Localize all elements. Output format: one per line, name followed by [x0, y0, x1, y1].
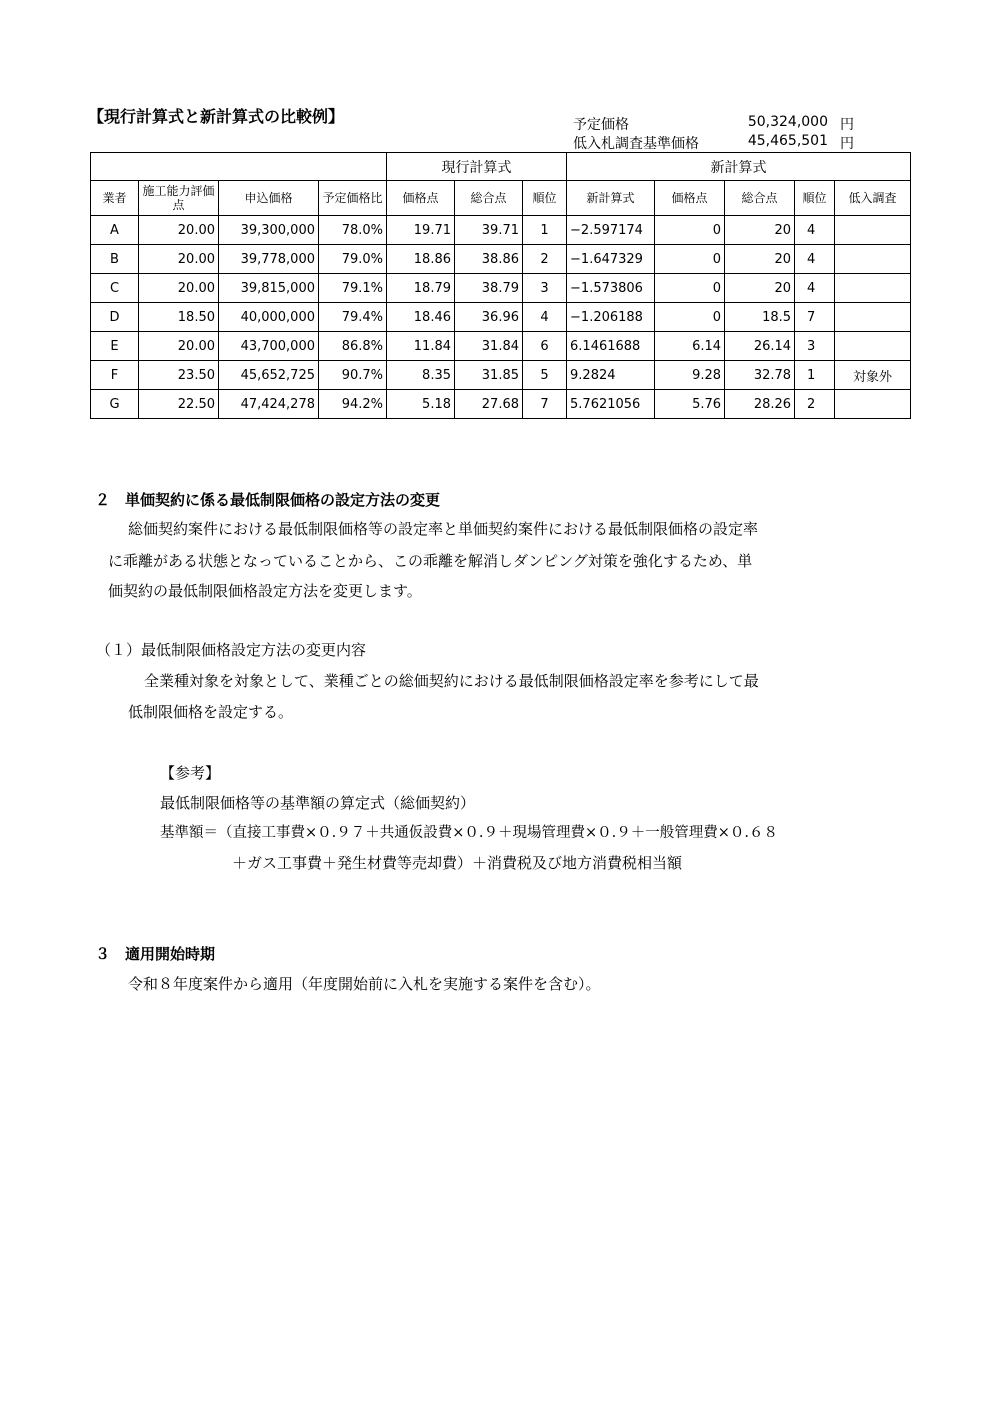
cell-vendor: D: [91, 303, 139, 332]
col-header-current-rank: 順位: [523, 181, 567, 216]
cell-low-bid-check: [835, 332, 911, 361]
cell-current-price-points: 19.71: [387, 216, 455, 245]
cell-vendor: F: [91, 361, 139, 390]
cell-new-formula-value: −1.647329: [567, 245, 655, 274]
col-header-current-total: 総合点: [455, 181, 523, 216]
cell-current-price-points: 18.86: [387, 245, 455, 274]
cell-new-formula-value: −1.206188: [567, 303, 655, 332]
cell-new-rank: 3: [795, 332, 835, 361]
cell-current-total: 31.84: [455, 332, 523, 361]
table-row: [91, 390, 911, 419]
subsection1-line-2: 低制限価格を設定する。: [128, 703, 294, 721]
cell-bid-price: 43,700,000: [219, 332, 319, 361]
section3-text: 令和８年度案件から適用（年度開始前に入札を実施する案件を含む）。: [128, 975, 601, 993]
cell-price-ratio: 79.4%: [319, 303, 387, 332]
cell-current-rank: 2: [523, 245, 567, 274]
cell-new-rank: 1: [795, 361, 835, 390]
cell-bid-price: 47,424,278: [219, 390, 319, 419]
table-row: [91, 245, 911, 274]
comparison-table: [90, 152, 911, 419]
cell-capability-score: 20.00: [139, 274, 219, 303]
new-formula-header: 新計算式: [567, 153, 911, 181]
cell-current-rank: 1: [523, 216, 567, 245]
cell-bid-price: 45,652,725: [219, 361, 319, 390]
col-header-price-ratio: 予定価格比: [319, 181, 387, 216]
low-bid-price-value: 45,465,501: [747, 133, 828, 149]
cell-price-ratio: 94.2%: [319, 390, 387, 419]
reference-title: 最低制限価格等の基準額の算定式（総価契約）: [160, 794, 476, 812]
cell-new-total: 28.26: [725, 390, 795, 419]
col-header-new-rank: 順位: [795, 181, 835, 216]
cell-new-total: 20: [725, 274, 795, 303]
section2-line-2: に乖離がある状態となっていることから、この乖離を解消しダンピング対策を強化するため、単: [108, 552, 753, 570]
cell-current-price-points: 5.18: [387, 390, 455, 419]
cell-vendor: G: [91, 390, 139, 419]
cell-new-price-points: 9.28: [655, 361, 725, 390]
cell-price-ratio: 90.7%: [319, 361, 387, 390]
cell-new-rank: 4: [795, 216, 835, 245]
cell-vendor: A: [91, 216, 139, 245]
col-header-new-total: 総合点: [725, 181, 795, 216]
table-row: [91, 216, 911, 245]
reference-formula-line-2: ＋ガス工事費＋発生材費等売却費）＋消費税及び地方消費税相当額: [232, 854, 683, 872]
cell-capability-score: 20.00: [139, 216, 219, 245]
cell-current-total: 31.85: [455, 361, 523, 390]
cell-new-rank: 4: [795, 245, 835, 274]
section2-line-3: 価契約の最低制限価格設定方法を変更します。: [108, 582, 422, 600]
cell-bid-price: 39,778,000: [219, 245, 319, 274]
col-header-low-bid-check: 低入調査: [835, 181, 911, 216]
cell-current-price-points: 8.35: [387, 361, 455, 390]
cell-capability-score: 23.50: [139, 361, 219, 390]
cell-current-total: 39.71: [455, 216, 523, 245]
cell-low-bid-check: [835, 390, 911, 419]
cell-current-total: 27.68: [455, 390, 523, 419]
cell-price-ratio: 79.0%: [319, 245, 387, 274]
table-group-header-row: [91, 153, 911, 181]
cell-new-price-points: 6.14: [655, 332, 725, 361]
cell-new-rank: 4: [795, 274, 835, 303]
col-header-current-price-points: 価格点: [387, 181, 455, 216]
current-formula-header: 現行計算式: [387, 153, 567, 181]
low-bid-price-unit: 円: [840, 136, 854, 152]
table-group-header-blank: [91, 153, 387, 181]
cell-low-bid-check: [835, 245, 911, 274]
cell-new-price-points: 0: [655, 303, 725, 332]
reference-formula-line-1: 基準額＝（直接工事費×０.９７＋共通仮設費×０.９＋現場管理費×０.９＋一般管理費×０.６８: [160, 825, 779, 841]
cell-bid-price: 39,300,000: [219, 216, 319, 245]
cell-new-total: 18.5: [725, 303, 795, 332]
cell-current-total: 36.96: [455, 303, 523, 332]
section2-line-1: 総価契約案件における最低制限価格等の設定率と単価契約案件における最低制限価格の設定率: [128, 520, 759, 538]
planned-price-value: 50,324,000: [747, 114, 828, 130]
col-header-vendor: 業者: [91, 181, 139, 216]
cell-new-price-points: 0: [655, 216, 725, 245]
table-row: [91, 303, 911, 332]
cell-current-total: 38.79: [455, 274, 523, 303]
cell-current-rank: 7: [523, 390, 567, 419]
cell-current-rank: 5: [523, 361, 567, 390]
cell-new-total: 26.14: [725, 332, 795, 361]
table-column-header-row: [91, 181, 911, 216]
section3-heading: ３ 適用開始時期: [95, 945, 216, 963]
cell-price-ratio: 86.8%: [319, 332, 387, 361]
cell-new-rank: 2: [795, 390, 835, 419]
subsection1-line-1: 全業種対象を対象として、業種ごとの総価契約における最低制限価格設定率を参考にして最: [144, 672, 759, 690]
cell-current-rank: 4: [523, 303, 567, 332]
low-bid-price-label: 低入札調査基準価格: [573, 136, 699, 152]
cell-current-rank: 3: [523, 274, 567, 303]
cell-capability-score: 22.50: [139, 390, 219, 419]
cell-bid-price: 39,815,000: [219, 274, 319, 303]
table-row: [91, 332, 911, 361]
table-body: [91, 216, 911, 419]
cell-new-total: 32.78: [725, 361, 795, 390]
cell-new-formula-value: −2.597174: [567, 216, 655, 245]
cell-new-price-points: 0: [655, 245, 725, 274]
cell-new-total: 20: [725, 245, 795, 274]
cell-vendor: B: [91, 245, 139, 274]
cell-price-ratio: 79.1%: [319, 274, 387, 303]
col-header-new-price-points: 価格点: [655, 181, 725, 216]
cell-capability-score: 20.00: [139, 332, 219, 361]
col-header-bid-price: 申込価格: [219, 181, 319, 216]
col-header-new-formula: 新計算式: [567, 181, 655, 216]
table-row: [91, 361, 911, 390]
section2-heading: ２ 単価契約に係る最低制限価格の設定方法の変更: [95, 491, 441, 509]
cell-new-formula-value: 9.2824: [567, 361, 655, 390]
cell-current-rank: 6: [523, 332, 567, 361]
cell-current-total: 38.86: [455, 245, 523, 274]
planned-price-unit: 円: [840, 117, 854, 133]
table-row: [91, 274, 911, 303]
reference-label: 【参考】: [160, 764, 221, 782]
cell-new-formula-value: −1.573806: [567, 274, 655, 303]
comparison-title: 【現行計算式と新計算式の比較例】: [88, 107, 345, 126]
cell-vendor: E: [91, 332, 139, 361]
cell-new-formula-value: 5.7621056: [567, 390, 655, 419]
planned-price-label: 予定価格: [573, 117, 629, 133]
cell-new-rank: 7: [795, 303, 835, 332]
cell-low-bid-check: [835, 216, 911, 245]
cell-new-price-points: 0: [655, 274, 725, 303]
cell-current-price-points: 18.46: [387, 303, 455, 332]
cell-current-price-points: 11.84: [387, 332, 455, 361]
cell-new-price-points: 5.76: [655, 390, 725, 419]
cell-new-total: 20: [725, 216, 795, 245]
cell-low-bid-check: [835, 303, 911, 332]
cell-capability-score: 18.50: [139, 303, 219, 332]
cell-new-formula-value: 6.1461688: [567, 332, 655, 361]
col-header-capability-score: 施工能力評価点: [139, 181, 219, 216]
cell-bid-price: 40,000,000: [219, 303, 319, 332]
cell-current-price-points: 18.79: [387, 274, 455, 303]
cell-low-bid-check: 対象外: [835, 361, 911, 390]
cell-capability-score: 20.00: [139, 245, 219, 274]
cell-low-bid-check: [835, 274, 911, 303]
cell-price-ratio: 78.0%: [319, 216, 387, 245]
cell-vendor: C: [91, 274, 139, 303]
subsection1-heading: （１）最低制限価格設定方法の変更内容: [96, 641, 367, 659]
